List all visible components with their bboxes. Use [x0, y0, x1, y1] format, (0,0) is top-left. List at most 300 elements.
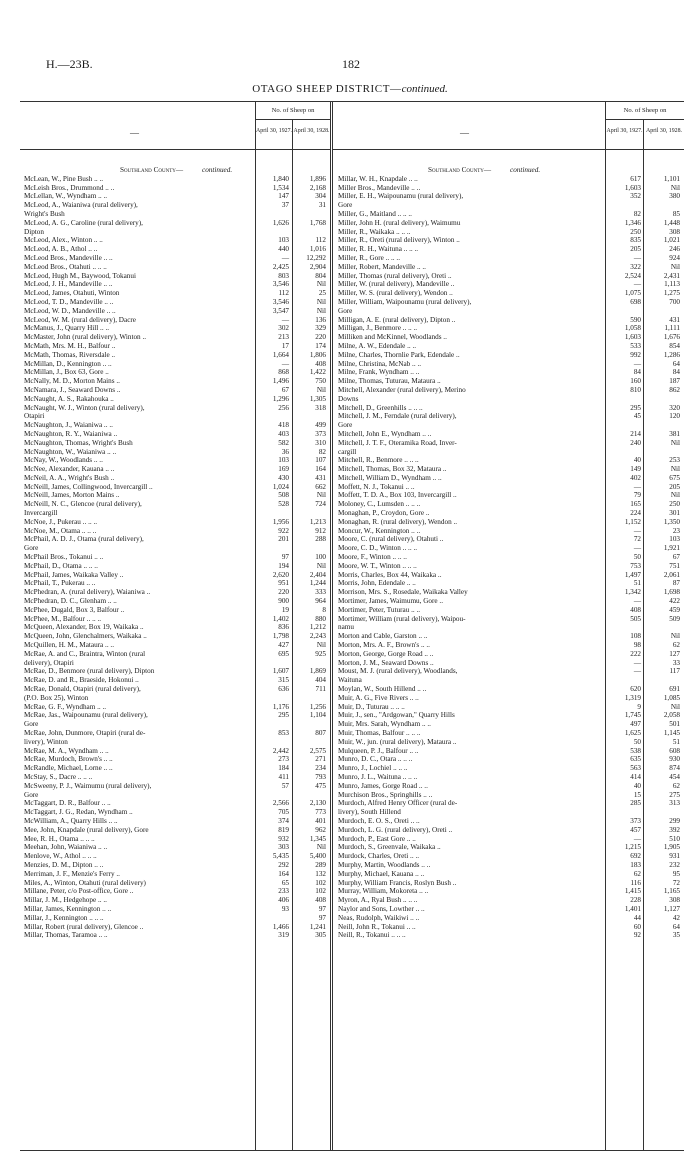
owner-name: Moncur, W., Kennington .. .. [338, 526, 421, 535]
table-row [338, 254, 684, 263]
owner-name: Milligan, A. E. (rural delivery), Dipton .. [338, 315, 456, 324]
owner-name: Moore, F., Winton .. .. .. [338, 553, 407, 562]
sheep-1927: 240 [630, 438, 641, 447]
owner-name: Munro, D. C., Otara .. .. .. [338, 755, 413, 764]
sheep-1927: 1,603 [624, 183, 641, 192]
owner-name: Monaghan, R. (rural delivery), Wendon .. [338, 517, 458, 526]
owner-name: Meehan, John, Waianiwa .. .. [24, 843, 108, 852]
table-row [24, 843, 330, 852]
sheep-1928: Nil [316, 561, 326, 570]
table-row [24, 694, 330, 703]
table-row [338, 360, 684, 369]
owner-name: Millar, W. H., Knapdale .. .. [338, 174, 418, 183]
owner-name: Millar, James, Kennington .. .. [24, 904, 112, 913]
sheep-1927: 440 [278, 245, 289, 254]
sheep-1927: 315 [278, 676, 289, 685]
table-row [24, 896, 330, 905]
sheep-1927: 497 [630, 720, 641, 729]
sheep-1927: 1,296 [272, 394, 289, 403]
table-row [24, 527, 330, 536]
sheep-1927: 418 [278, 421, 289, 430]
sheep-1927: 835 [630, 236, 641, 245]
left-section-heading [24, 166, 330, 175]
table-row [24, 386, 330, 395]
table-row [24, 404, 330, 413]
right-group-heading: No. of Sheep on [623, 107, 667, 114]
right-group-rule [605, 119, 684, 120]
table-row [24, 773, 330, 782]
table-row [24, 755, 330, 764]
right-col-1928: April 30, 1928. [646, 128, 682, 134]
owner-name: namu [338, 623, 354, 632]
owner-name: livery), Winton [24, 737, 68, 746]
table-row [24, 333, 330, 342]
section-continued: continued. [202, 166, 233, 174]
sheep-1927: — [281, 253, 289, 262]
owner-name: McLeod Bros., Mandeville .. .. [24, 253, 113, 262]
table-row [338, 632, 684, 641]
table-row [24, 544, 330, 553]
sheep-1928: 1,350 [663, 517, 680, 526]
table-row [338, 518, 684, 527]
sheep-1928: 874 [669, 764, 680, 773]
table-row [24, 298, 330, 307]
table-row [338, 597, 684, 606]
owner-name: Murphy, Martin, Woodlands .. .. [338, 860, 431, 869]
sheep-1928: 31 [318, 201, 326, 210]
owner-name: McPhee, Dugald, Box 3, Balfour .. [24, 605, 125, 614]
sheep-1927: 1,152 [624, 517, 641, 526]
owner-name: McNeil, A. A., Wright's Bush .. [24, 473, 115, 482]
sheep-1928: Nil [316, 306, 326, 315]
sheep-1928: 454 [669, 772, 680, 781]
sheep-1928: 1,698 [663, 588, 680, 597]
table-row [24, 571, 330, 580]
sheep-1927: 250 [630, 227, 641, 236]
owner-name: McLeod, T. D., Mandeville .. .. [24, 297, 114, 306]
table-row [338, 342, 684, 351]
sheep-1928: 1,165 [663, 887, 680, 896]
table-row [338, 245, 684, 254]
table-row [338, 606, 684, 615]
table-row [338, 280, 684, 289]
owner-name: Millane, Peter, c/o Post-office, Gore .. [24, 887, 134, 896]
owner-name: Muir, Mrs. Sarah, Wyndham .. .. [338, 720, 431, 729]
owner-name: McPhee, M., Balfour .. .. .. [24, 614, 102, 623]
sheep-1928: 329 [315, 324, 326, 333]
sheep-1927: 430 [278, 473, 289, 482]
sheep-1928: 174 [315, 341, 326, 350]
table-row [338, 694, 684, 703]
sheep-1927: 900 [278, 597, 289, 606]
sheep-1928: 102 [315, 887, 326, 896]
table-row [24, 395, 330, 404]
owner-name: McRae, M. A., Wyndham .. .. [24, 746, 109, 755]
sheep-1928: 1,905 [663, 843, 680, 852]
table-row [24, 826, 330, 835]
sheep-1927: 213 [278, 333, 289, 342]
table-row [338, 175, 684, 184]
sheep-1928: 1,113 [664, 280, 680, 289]
sheep-1928: 23 [672, 526, 680, 535]
owner-name: Murchison Bros., Springhills .. .. [338, 790, 433, 799]
sheep-1927: 67 [281, 385, 289, 394]
owner-name: McNaughton, J., Waianiwa .. .. [24, 421, 113, 430]
sheep-1927: 116 [630, 878, 641, 887]
owner-name: Milne, Thomas, Tuturau, Mataura .. [338, 377, 441, 386]
table-row [338, 289, 684, 298]
owner-name: Milligan, J., Benmore .. .. .. [338, 324, 418, 333]
table-row [24, 368, 330, 377]
sheep-1928: 103 [669, 535, 680, 544]
table-row [338, 711, 684, 720]
left-column [24, 166, 330, 940]
table-row [24, 553, 330, 562]
sheep-1927: 403 [278, 429, 289, 438]
owner-name: Gore [24, 720, 39, 729]
owner-name: McStay, S., Dacre .. .. .. [24, 772, 93, 781]
owner-name: McRae, G. F., Wyndham .. .. [24, 702, 107, 711]
sheep-1928: Nil [316, 385, 326, 394]
sheep-1927: 408 [630, 605, 641, 614]
table-row [338, 676, 684, 685]
sheep-1928: 2,404 [309, 570, 326, 579]
sheep-1927: 37 [281, 201, 289, 210]
owner-name: McRae, A. and C., Braintra, Winton (rural [24, 649, 146, 658]
section-title: Southland County— [120, 166, 184, 174]
sheep-1927: 803 [278, 271, 289, 280]
owner-name: McRae, D., Benmore (rural delivery), Dipton [24, 667, 155, 676]
sheep-1928: 117 [669, 667, 680, 676]
sheep-1928: 724 [315, 500, 326, 509]
sheep-1928: 1,104 [309, 711, 326, 720]
table-row [24, 676, 330, 685]
sheep-1927: 205 [630, 245, 641, 254]
table-row [24, 228, 330, 237]
table-row [338, 835, 684, 844]
sheep-1928: 112 [315, 236, 326, 245]
sheep-1927: — [281, 315, 289, 324]
table-row [338, 571, 684, 580]
sheep-1928: 187 [669, 377, 680, 386]
owner-name: McLeish Bros., Drummond .. .. [24, 183, 115, 192]
table-row [24, 879, 330, 888]
sheep-1927: 3,546 [272, 280, 289, 289]
table-row [24, 456, 330, 465]
sheep-1927: 292 [278, 860, 289, 869]
sheep-1927: — [633, 544, 641, 553]
sheep-1928: 2,168 [309, 183, 326, 192]
left-col-1927: April 30, 1927. [256, 128, 292, 134]
sheep-1927: 992 [630, 350, 641, 359]
sheep-1927: 103 [278, 236, 289, 245]
table-row [338, 641, 684, 650]
owner-name: McWilliam, A., Quarry Hills .. .. [24, 816, 118, 825]
sheep-1927: 582 [278, 438, 289, 447]
sheep-1927: — [633, 482, 641, 491]
owner-name: McLeod, A. G., Caroline (rural delivery), [24, 218, 143, 227]
owner-name: McLeod Bros., Otahuti .. .. .. [24, 262, 107, 271]
table-row [24, 914, 330, 923]
table-row [24, 491, 330, 500]
sheep-1927: 322 [630, 262, 641, 271]
owner-name: Gore [338, 201, 353, 210]
sheep-1927: 1,534 [272, 183, 289, 192]
owner-name: McLeod, W. M. (rural delivery), Dacre [24, 315, 136, 324]
sheep-1928: 97 [318, 904, 326, 913]
owner-name: Millar, J. M., Hedgehope .. .. [24, 896, 107, 905]
owner-name: Moust, M. J. (rural delivery), Woodlands, [338, 667, 458, 676]
owner-name: McNaught, A. S., Rakahouka .. [24, 394, 114, 403]
table-row [24, 659, 330, 668]
sheep-1927: 1,215 [624, 843, 641, 852]
sheep-1927: 36 [281, 447, 289, 456]
sheep-1927: 50 [633, 553, 641, 562]
table-row [338, 500, 684, 509]
title-main: OTAGO SHEEP DISTRICT— [252, 83, 402, 95]
sheep-1927: 457 [630, 825, 641, 834]
table-row [24, 474, 330, 483]
sheep-1928: 675 [669, 473, 680, 482]
sheep-1927: 620 [630, 685, 641, 694]
sheep-1927: 414 [630, 772, 641, 781]
owner-name: (P.O. Box 25), Winton [24, 693, 89, 702]
owner-name: Mitchell, Thomas, Box 32, Mataura .. [338, 465, 447, 474]
sheep-1927: 1,603 [624, 333, 641, 342]
sheep-1928: 1,286 [663, 350, 680, 359]
table-row [24, 263, 330, 272]
owner-name: Milliken and McKinnel, Woodlands .. [338, 333, 447, 342]
sheep-1928: 700 [669, 297, 680, 306]
sheep-1928: 773 [315, 808, 326, 817]
sheep-1927: 1,745 [624, 711, 641, 720]
sheep-1927: 1,798 [272, 632, 289, 641]
sheep-1928: 253 [669, 456, 680, 465]
sheep-1927: 1,402 [272, 614, 289, 623]
sheep-1928: 1,127 [663, 904, 680, 913]
sheep-1927: — [633, 280, 641, 289]
owner-name: McPhail, James, Waikaka Valley .. [24, 570, 124, 579]
owner-name: Waituna [338, 676, 362, 685]
sheep-1928: 608 [669, 746, 680, 755]
sheep-1927: 1,497 [624, 570, 641, 579]
sheep-1928: 232 [669, 860, 680, 869]
owner-name: Invercargill [24, 509, 58, 518]
sheep-1928: 381 [669, 429, 680, 438]
sheep-1928: 2,243 [309, 632, 326, 641]
sheep-1927: 508 [278, 491, 289, 500]
sheep-1928: 691 [669, 685, 680, 694]
owner-name: Miller, Robert, Mandeville .. .. [338, 262, 426, 271]
owner-name: Gore [338, 421, 353, 430]
owner-name: McLeod, James, Otahuti, Winton [24, 289, 120, 298]
sheep-1927: 819 [278, 825, 289, 834]
sheep-1927: 533 [630, 341, 641, 350]
table-row [24, 254, 330, 263]
owner-name: Gore [24, 544, 39, 553]
sheep-1928: 804 [315, 271, 326, 280]
table-row [24, 465, 330, 474]
table-row [24, 351, 330, 360]
sheep-1927: 698 [630, 297, 641, 306]
sheep-1928: 1,213 [309, 517, 326, 526]
owner-name: Menzies, D. M., Dipton .. .. [24, 860, 104, 869]
owner-name: Moffett, N. J., Tokanui .. .. [338, 482, 415, 491]
owner-name: McQueen, John, Glenchalmers, Waikaka .. [24, 632, 147, 641]
owner-name: McMillan, D., Kennington .. .. [24, 359, 112, 368]
sheep-1927: 164 [278, 869, 289, 878]
table-row [24, 448, 330, 457]
owner-name: McNaughton, R. Y., Waianiwa .. [24, 429, 118, 438]
owner-name: McMillan, J., Box 63, Gore .. [24, 368, 109, 377]
sheep-1928: 962 [315, 825, 326, 834]
sheep-1928: 72 [672, 878, 680, 887]
owner-name: Millar, J., Kennington .. .. .. [24, 913, 104, 922]
page-header [46, 57, 656, 71]
table-row [24, 738, 330, 747]
owner-name: Otapiri [24, 412, 45, 421]
table-row [338, 861, 684, 870]
left-name-heading: — [130, 128, 139, 138]
table-row [24, 245, 330, 254]
table-row [338, 738, 684, 747]
right-col-1927: April 30, 1927. [606, 128, 643, 134]
owner-name: McRae, Murdoch, Brown's .. .. [24, 755, 113, 764]
sheep-1927: 3,547 [272, 306, 289, 315]
sheep-1928: 310 [315, 438, 326, 447]
sheep-1928: 1,101 [663, 174, 680, 183]
sheep-1928: 1,921 [663, 544, 680, 553]
sheep-1928: 164 [315, 465, 326, 474]
left-group-heading: No. of Sheep on [271, 107, 315, 114]
sheep-1927: 617 [630, 174, 641, 183]
sheep-1928: Nil [670, 632, 680, 641]
table-row [24, 650, 330, 659]
owner-name: Murray, William, Mokoreta .. .. [338, 887, 429, 896]
owner-name: McPhail Bros., Tokanui .. .. [24, 553, 104, 562]
sheep-1927: 98 [633, 641, 641, 650]
owner-name: Miller, W. S. (rural delivery), Wendon .. [338, 289, 453, 298]
table-row [24, 518, 330, 527]
sheep-1928: 100 [315, 553, 326, 562]
owner-name: McPhedran, A. (rural delivery), Waianiwa .. [24, 588, 151, 597]
table-row [24, 623, 330, 632]
sheep-1927: 3,546 [272, 297, 289, 306]
sheep-1927: 201 [278, 535, 289, 544]
table-row [24, 870, 330, 879]
owner-name: McLeod, W. D., Mandeville .. .. [24, 306, 116, 315]
table-row [24, 923, 330, 932]
sheep-1927: 2,620 [272, 570, 289, 579]
sheep-1927: 922 [278, 526, 289, 535]
sheep-1928: 62 [672, 641, 680, 650]
sheep-1927: 411 [278, 772, 289, 781]
sheep-1928: 931 [669, 852, 680, 861]
owner-name: livery), South Hillend [338, 808, 401, 817]
owner-name: Muir, J., sen., "Ardgowan," Quarry Hills [338, 711, 455, 720]
sheep-1927: 40 [633, 456, 641, 465]
sheep-1927: 932 [278, 834, 289, 843]
sheep-1927: 692 [630, 852, 641, 861]
table-row [338, 659, 684, 668]
table-row [338, 307, 684, 316]
sheep-1927: 15 [633, 790, 641, 799]
owner-name: McManus, J., Quarry Hill .. .. [24, 324, 110, 333]
table-row [338, 316, 684, 325]
sheep-1928: 64 [672, 359, 680, 368]
sheep-1928: 964 [315, 597, 326, 606]
owner-name: McLeod, A., Waianiwa (rural delivery), [24, 201, 138, 210]
sheep-1928: 793 [315, 772, 326, 781]
right-head-rule [333, 149, 684, 150]
sheep-1927: 183 [630, 860, 641, 869]
sheep-1928: 220 [315, 333, 326, 342]
owner-name: Morrison, Mrs. S., Rosedale, Waikaka Valley [338, 588, 468, 597]
sheep-1927: 373 [630, 816, 641, 825]
table-row [24, 782, 330, 791]
sheep-1928: Nil [316, 491, 326, 500]
sheep-1928: 82 [318, 447, 326, 456]
sheep-1928: 2,061 [663, 570, 680, 579]
sheep-1928: 422 [669, 597, 680, 606]
owner-name: Neill, R., Tokanui .. .. .. [338, 931, 406, 940]
table-row [338, 448, 684, 457]
owner-name: Merriman, J. F., Menzie's Ferry .. [24, 869, 120, 878]
owner-name: McRae, D. and R., Braeside, Hokonui .. [24, 676, 139, 685]
sheep-1927: 220 [278, 588, 289, 597]
table-row [24, 606, 330, 615]
sheep-1927: 1,415 [624, 887, 641, 896]
table-row [338, 773, 684, 782]
sheep-1928: 84 [672, 368, 680, 377]
sheep-1928: 1,275 [663, 289, 680, 298]
sheep-1928: 501 [669, 720, 680, 729]
sheep-1928: Nil [670, 183, 680, 192]
table-row [338, 509, 684, 518]
sheep-1927: 184 [278, 764, 289, 773]
table-row [24, 887, 330, 896]
table-row [338, 729, 684, 738]
left-col-1928: April 30, 1928. [293, 128, 330, 134]
sheep-1927: 810 [630, 385, 641, 394]
table-row [338, 184, 684, 193]
table-row [24, 817, 330, 826]
sheep-1928: 459 [669, 605, 680, 614]
sheep-1927: 112 [278, 289, 289, 298]
owner-name: McMath, Thomas, Riversdale .. [24, 350, 116, 359]
sheep-1927: 295 [278, 711, 289, 720]
owner-name: Miller Bros., Mandeville .. .. [338, 183, 421, 192]
table-row [338, 263, 684, 272]
sheep-1927: 868 [278, 368, 289, 377]
sheep-1928: Nil [670, 438, 680, 447]
table-row [338, 685, 684, 694]
table-row [24, 307, 330, 316]
sheep-1928: 87 [672, 579, 680, 588]
sheep-1928: 333 [315, 588, 326, 597]
owner-name: Neas, Rudolph, Waikiwi .. .. [338, 913, 420, 922]
table-row [338, 905, 684, 914]
table-row [338, 747, 684, 756]
owner-name: Mortimer, James, Waimumu, Gore .. [338, 597, 443, 606]
table-row [338, 579, 684, 588]
sheep-1927: 45 [633, 412, 641, 421]
table-row [338, 439, 684, 448]
owner-name: Miller, G., Maitland .. .. .. [338, 209, 412, 218]
sheep-1928: 120 [669, 412, 680, 421]
table-row [24, 192, 330, 201]
sheep-1927: 1,626 [272, 218, 289, 227]
